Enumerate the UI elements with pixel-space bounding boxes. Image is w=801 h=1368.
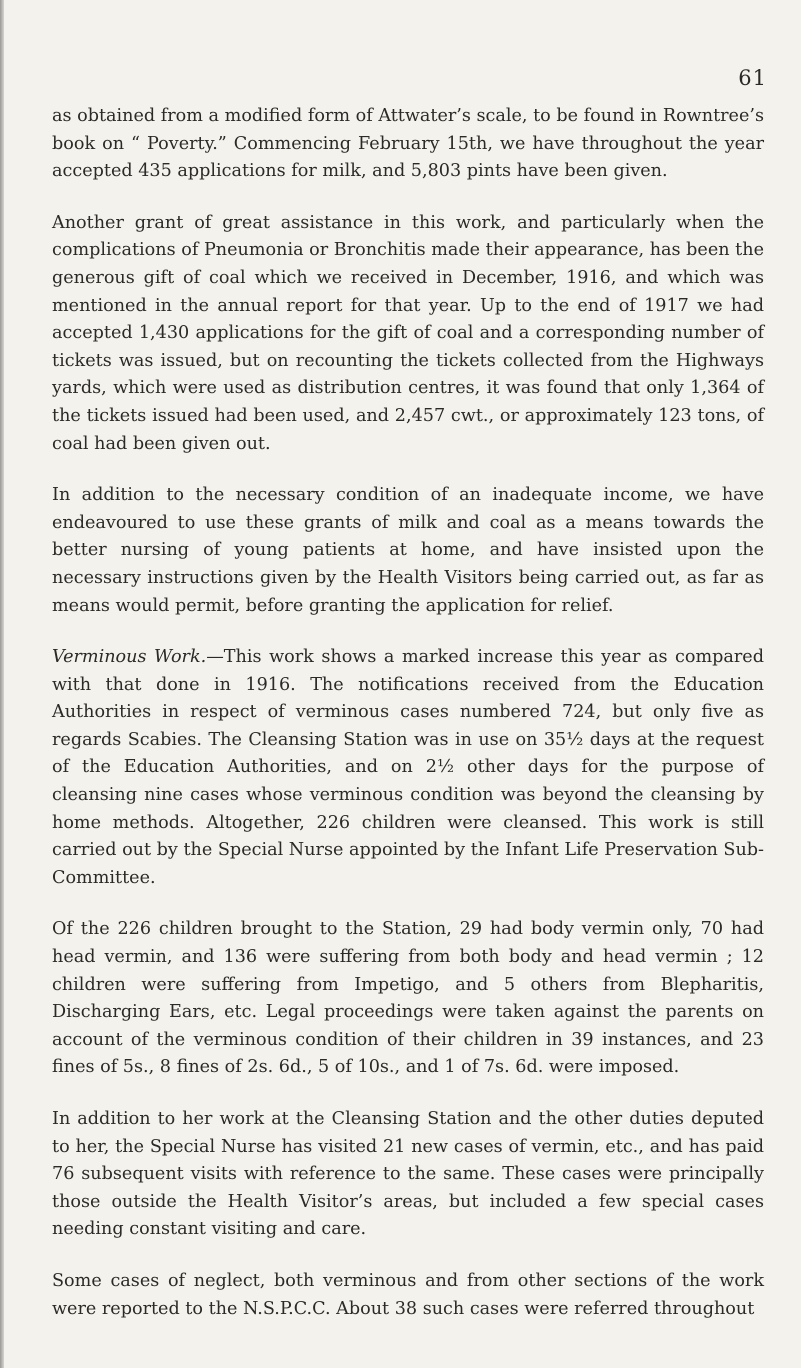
- paragraph-station-statistics: Of the 226 children brought to the Station, 29 had body vermin only, 70 had head vermin, and 136 were suffering from both body and head vermin ; 12 children were suffering from Impetigo, and 5 others from Blepharitis, Discharging Ears, etc. Legal proceedings were taken against the parents on account of the verminous condition of their children in 39 instances, and 23 fines of 5s., 8 fines of 2s. 6d., 5 of 10s., and 1 of 7s. 6d. were imposed.: [52, 919, 764, 1078]
- body-text: [52, 103, 764, 1323]
- paragraph-relief-conditions: In addition to the necessary condition of an inadequate income, we have endeavoured to use these grants of milk and coal as a means towards the better nursing of young patients at home, and have insisted upon the necessary instructions given by the Health Visitors being carried out, as far as means would permit, before granting the application for relief.: [52, 485, 764, 616]
- paragraph-coal-gift: Another grant of great assistance in this work, and particularly when the complications of Pneumonia or Bronchitis made their appearance, has been the generous gift of coal which we received in December, 1916, and which was mentioned in the annual report for that year. Up to the end of 1917 we had accepted 1,430 applications for the gift of coal and a corresponding number of tickets was issued, but on recounting the tickets collected from the Highways yards, which were used as distribution centres, it was found that only 1,364 of the tickets issued had been used, and 2,457 cwt., or approximately 123 tons, of coal had been given out.: [52, 212, 764, 454]
- paragraph-special-nurse-visits: In addition to her work at the Cleansing Station and the other duties deputed to her, the Special Nurse has visited 21 new cases of vermin, etc., and has paid 76 subsequent visits with reference to the same. These cases were principally those outside the Health Visitor’s areas, but included a few special cases needing constant visiting and care.: [52, 1109, 764, 1240]
- paragraph-verminous-work: [52, 644, 764, 892]
- page-binding-edge: [0, 0, 4, 1368]
- page-number: 61: [738, 66, 767, 90]
- section-heading-verminous-work: Verminous Work.: [52, 647, 207, 668]
- paragraph-verminous-work-text: —This work shows a marked increase this year as compared with that done in 1916. The notifications received from the Education Authorities in respect of verminous cases numbered 724, but only five as regards Scabies. The Cleansing Station was in use on 35½ days at the request of the Education Authorities, and on 2½ other days for the purpose of cleansing nine cases whose verminous condition was beyond the cleansing by home methods. Altogether, 226 children were cleansed. This work is still carried out by the Special Nurse appointed by the Infant Life Preservation Sub-Committee.: [52, 647, 764, 888]
- paragraph-milk-applications: as obtained from a modified form of Attwater’s scale, to be found in Rowntree’s book on “ Poverty.” Commencing February 15th, we have throughout the year accepted 435 applications for milk, and 5,803 pints have been given.: [52, 106, 764, 182]
- paragraph-neglect-cases: Some cases of neglect, both verminous and from other sections of the work were reported to the N.S.P.C.C. About 38 such cases were referred throughout: [52, 1270, 764, 1319]
